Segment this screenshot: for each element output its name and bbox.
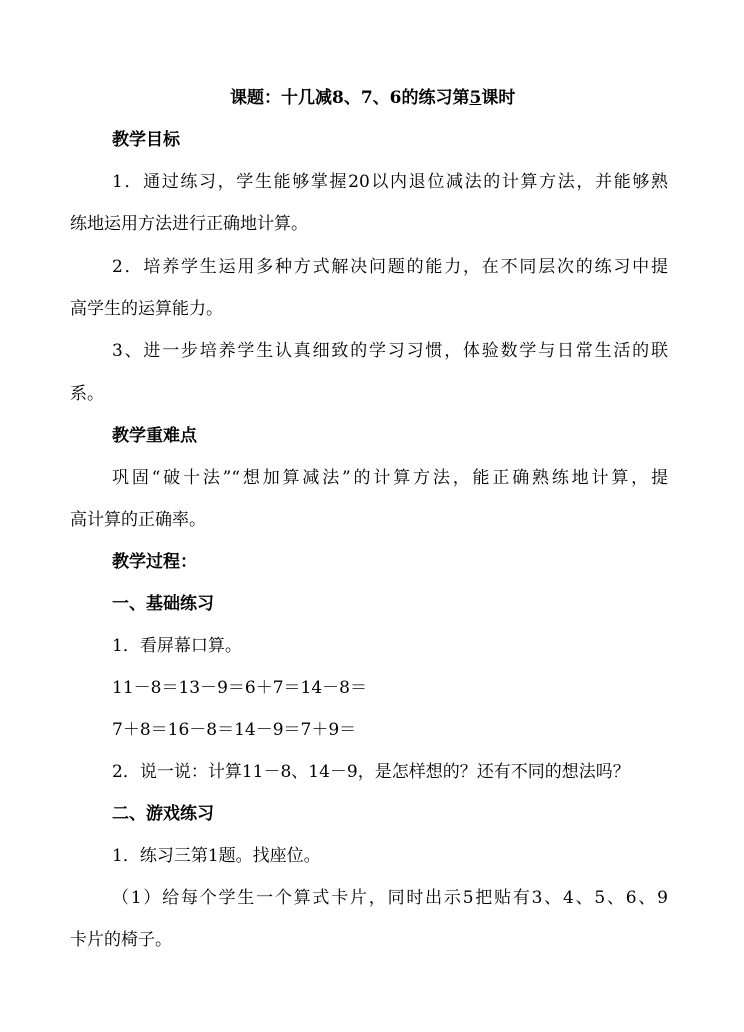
goal-1-line-2: 练地运用方法进行正确地计算。	[70, 214, 308, 234]
goal-1-line-1: 1．通过练习，学生能够掌握20以内退位减法的计算方法，并能够熟	[112, 172, 668, 192]
page-title	[230, 88, 630, 108]
difficulty-heading: 教学重难点	[112, 426, 197, 446]
part-1-heading: 一、基础练习	[112, 594, 214, 614]
title-lesson-number: 5	[469, 88, 482, 108]
part-2-item-1: 1．练习三第1题。找座位。	[112, 846, 321, 866]
part-2-heading: 二、游戏练习	[112, 804, 214, 824]
goal-2-line-2: 高学生的运算能力。	[70, 299, 223, 319]
goal-3-line-2: 系。	[70, 384, 104, 404]
goal-3-line-1: 3、进一步培养学生认真细致的学习习惯，体验数学与日常生活的联	[112, 341, 668, 361]
calc-line-2: 7＋8＝16－8＝14－9＝7＋9＝	[112, 720, 357, 740]
part-1-item-2: 2．说一说：计算11－8、14－9，是怎样想的？还有不同的想法吗？	[112, 762, 630, 782]
process-heading: 教学过程：	[112, 552, 197, 572]
title-prefix: 课题：十几减8、7、6的练习第	[230, 88, 470, 108]
difficulty-line-1: 巩固“破十法”“想加算减法”的计算方法，能正确熟练地计算，提	[112, 468, 668, 488]
part-2-sub-1-line-2: 卡片的椅子。	[70, 930, 172, 950]
goals-heading: 教学目标	[112, 130, 180, 150]
calc-line-1: 11－8＝13－9＝6＋7＝14－8＝	[112, 678, 367, 698]
goal-2-line-1: 2．培养学生运用多种方式解决问题的能力，在不同层次的练习中提	[112, 257, 668, 277]
part-1-item-1: 1．看屏幕口算。	[112, 636, 242, 656]
difficulty-line-2: 高计算的正确率。	[70, 510, 206, 530]
title-suffix: 课时	[481, 88, 516, 108]
part-2-sub-1-line-1: （1）给每个学生一个算式卡片，同时出示5把贴有3、4、5、6、9	[112, 888, 668, 908]
